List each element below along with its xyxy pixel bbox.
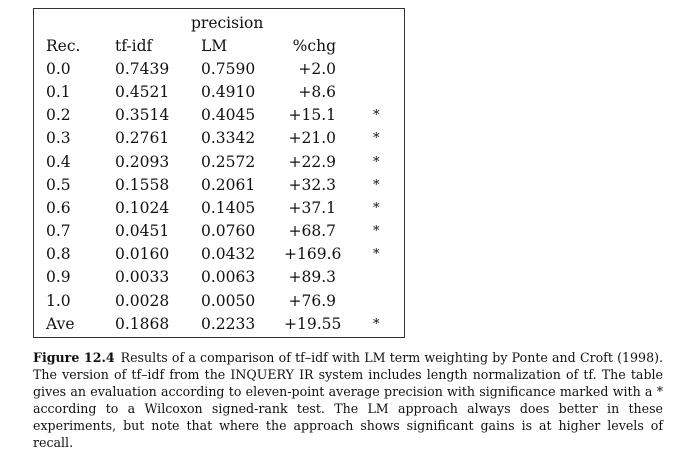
table-row <box>34 127 404 150</box>
table-row <box>34 58 404 81</box>
cell-rec: 0.7 <box>46 222 71 241</box>
table-row <box>34 313 404 336</box>
cell-tfidf: 0.1558 <box>115 175 170 194</box>
cell-tfidf: 0.0451 <box>115 222 170 241</box>
table-row <box>34 220 404 243</box>
cell-lm: 0.0063 <box>201 268 256 287</box>
cell-rec: 0.6 <box>46 198 71 217</box>
cell-significance-marker: * <box>373 200 380 216</box>
cell-chg: +15.1 <box>288 106 336 125</box>
cell-chg: +2.0 <box>298 60 336 78</box>
cell-rec: 0.9 <box>46 268 71 287</box>
table-header-row <box>34 35 404 58</box>
table-row <box>34 290 404 313</box>
cell-significance-marker: * <box>373 154 380 170</box>
figure-caption <box>33 349 663 451</box>
cell-tfidf: 0.4521 <box>115 83 170 102</box>
cell-chg: +22.9 <box>288 152 336 171</box>
cell-significance-marker: * <box>373 131 380 147</box>
column-header-rec: Rec. <box>46 37 81 55</box>
cell-significance-marker: * <box>373 177 380 193</box>
cell-tfidf: 0.1024 <box>115 198 170 217</box>
cell-rec: Ave <box>46 314 75 333</box>
cell-lm: 0.7590 <box>201 60 256 78</box>
cell-chg: +8.6 <box>298 83 336 102</box>
cell-rec: 0.1 <box>46 83 71 102</box>
cell-rec: 0.2 <box>46 106 71 125</box>
table-row <box>34 81 404 104</box>
cell-lm: 0.4045 <box>201 106 256 125</box>
cell-lm: 0.0050 <box>201 291 256 310</box>
cell-chg: +19.55 <box>284 314 342 333</box>
cell-tfidf: 0.0160 <box>115 245 170 264</box>
cell-chg: +37.1 <box>288 198 336 217</box>
cell-significance-marker: * <box>373 316 380 332</box>
cell-lm: 0.3342 <box>201 129 256 148</box>
cell-significance-marker: * <box>373 108 380 124</box>
cell-lm: 0.2233 <box>201 314 256 333</box>
cell-significance-marker: * <box>373 224 380 240</box>
cell-tfidf: 0.0028 <box>115 291 170 310</box>
cell-lm: 0.2061 <box>201 175 256 194</box>
cell-significance-marker: * <box>373 247 380 263</box>
cell-lm: 0.0432 <box>201 245 256 264</box>
cell-rec: 0.3 <box>46 129 71 148</box>
table-row <box>34 174 404 197</box>
cell-lm: 0.1405 <box>201 198 256 217</box>
column-header-lm: LM <box>201 37 228 55</box>
cell-chg: +21.0 <box>288 129 336 148</box>
table-row <box>34 243 404 266</box>
cell-lm: 0.2572 <box>201 152 256 171</box>
cell-tfidf: 0.2093 <box>115 152 170 171</box>
column-header-chg: %chg <box>292 37 336 55</box>
cell-rec: 0.4 <box>46 152 71 171</box>
cell-chg: +32.3 <box>288 175 336 194</box>
cell-rec: 1.0 <box>46 291 71 310</box>
table-group-header-row <box>34 12 404 35</box>
cell-tfidf: 0.1868 <box>115 314 170 333</box>
cell-chg: +169.6 <box>284 245 342 264</box>
results-table <box>33 8 405 338</box>
caption-text: Results of a comparison of tf–idf with LM term weighting by Ponte and Croft (1998). The version of tf–idf from the INQUERY IR system includes length normalization of tf. The table gives an evaluation according to eleven-point average precision with significance marked with a * according to a Wilcoxon signed-rank test. The LM approach always does better in these experiments, but note that where the approach shows significant gains is at higher levels of recall. <box>33 350 663 450</box>
table-row <box>34 151 404 174</box>
cell-tfidf: 0.3514 <box>115 106 170 125</box>
table-row <box>34 266 404 289</box>
cell-chg: +68.7 <box>288 222 336 241</box>
figure-label: Figure 12.4 <box>33 350 115 365</box>
table-row <box>34 104 404 127</box>
table-row <box>34 197 404 220</box>
precision-header: precision <box>191 14 264 32</box>
cell-chg: +76.9 <box>288 291 336 310</box>
cell-lm: 0.4910 <box>201 83 256 102</box>
column-header-tfidf: tf-idf <box>115 37 153 55</box>
cell-chg: +89.3 <box>288 268 336 287</box>
cell-rec: 0.0 <box>46 60 71 78</box>
cell-lm: 0.0760 <box>201 222 256 241</box>
cell-tfidf: 0.2761 <box>115 129 170 148</box>
cell-tfidf: 0.0033 <box>115 268 170 287</box>
cell-rec: 0.5 <box>46 175 71 194</box>
cell-rec: 0.8 <box>46 245 71 264</box>
cell-tfidf: 0.7439 <box>115 60 170 78</box>
